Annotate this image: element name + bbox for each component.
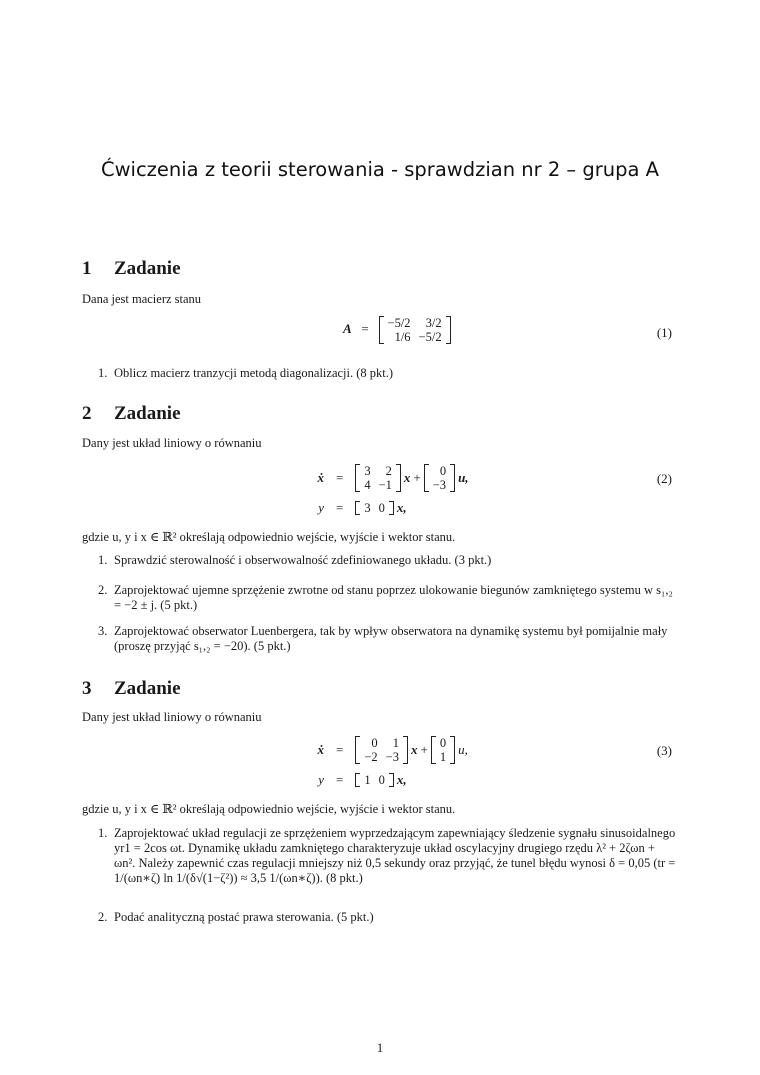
matrix-cell: 3 bbox=[364, 501, 371, 515]
equation-number: (3) bbox=[656, 743, 672, 758]
matrix-cell: 0 bbox=[439, 464, 447, 478]
section-number: 1 bbox=[82, 258, 92, 279]
section-1-heading bbox=[82, 258, 181, 280]
equation-number: (1) bbox=[656, 325, 672, 340]
matrix-cell: −3 bbox=[385, 750, 399, 764]
section-3-after: gdzie u, y i x ∈ ℝ² określają odpowiednio wejście, wyjście i wektor stanu. bbox=[82, 802, 456, 816]
item-number: 2. bbox=[98, 910, 108, 924]
matrix-cell: 0 bbox=[378, 773, 385, 787]
page-title: Ćwiczenia z teorii sterowania - sprawdzian nr 2 – grupa A bbox=[100, 158, 660, 181]
matrix-cell: −5/2 bbox=[387, 316, 411, 330]
matrix-cell: 1 bbox=[439, 750, 447, 764]
eq2-lhs: ẋ bbox=[317, 470, 324, 485]
matrix-cell: 0 bbox=[371, 736, 378, 750]
matrix-cell: 3 bbox=[364, 464, 371, 478]
item-number: 1. bbox=[98, 366, 108, 380]
task-item bbox=[98, 910, 678, 925]
equation-3: ẋ = 0 1 −2 −3 x + 0 1 u, y = 1 0 x, bbox=[296, 734, 468, 791]
matrix-A bbox=[379, 316, 451, 344]
task-item bbox=[98, 366, 678, 381]
task-item bbox=[98, 583, 678, 613]
matrix-cell: −5/2 bbox=[418, 330, 442, 344]
matrix-cell: 1 bbox=[364, 773, 371, 787]
section-2-intro: Dany jest układ liniowy o równaniu bbox=[82, 436, 262, 450]
section-2-heading bbox=[82, 403, 181, 425]
matrix-C bbox=[355, 773, 394, 787]
eq3-lhs: ẋ bbox=[317, 742, 324, 757]
section-title: Zadanie bbox=[114, 258, 181, 279]
task-item bbox=[98, 553, 678, 568]
section-1-intro: Dana jest macierz stanu bbox=[82, 292, 202, 306]
section-2-after: gdzie u, y i x ∈ ℝ² określają odpowiednio wejście, wyjście i wektor stanu. bbox=[82, 530, 456, 544]
matrix-cell: 0 bbox=[439, 736, 447, 750]
item-number: 2. bbox=[98, 583, 108, 597]
equation-2: ẋ = 3 2 4 −1 x + 0 −3 u, y = 3 0 x, bbox=[296, 462, 469, 519]
matrix-A bbox=[355, 736, 408, 764]
matrix-cell: −2 bbox=[364, 750, 378, 764]
matrix-B bbox=[431, 736, 455, 764]
matrix-cell: −3 bbox=[432, 478, 447, 492]
matrix-cell: 2 bbox=[385, 464, 392, 478]
section-number: 2 bbox=[82, 403, 92, 424]
section-title: Zadanie bbox=[114, 403, 181, 424]
matrix-C bbox=[355, 501, 394, 515]
item-text: Zaprojektować obserwator Luenbergera, tak by wpływ obserwatora na dynamikę systemu był pomijalnie mały (proszę przyjąć s₁,₂ = −20). (5 pkt.) bbox=[114, 624, 668, 653]
matrix-cell: 3/2 bbox=[425, 316, 442, 330]
section-number: 3 bbox=[82, 678, 92, 699]
section-title: Zadanie bbox=[114, 678, 181, 699]
item-number: 3. bbox=[98, 624, 108, 638]
item-text: Zaprojektować ujemne sprzężenie zwrotne od stanu poprzez ulokowanie biegunów zamkniętego systemu w s₁,₂ = −2 ± j. (5 pkt.) bbox=[114, 583, 673, 612]
section-3-intro: Dany jest układ liniowy o równaniu bbox=[82, 710, 262, 724]
matrix-cell: 0 bbox=[378, 501, 385, 515]
eq3-lhs-y: y bbox=[318, 772, 324, 787]
equation-1 bbox=[343, 316, 451, 344]
matrix-cell: 1/6 bbox=[394, 330, 411, 344]
eq1-rel: = bbox=[361, 320, 369, 336]
item-number: 1. bbox=[98, 553, 108, 567]
item-number: 1. bbox=[98, 826, 108, 840]
equation-number: (2) bbox=[656, 471, 672, 486]
item-text: Zaprojektować układ regulacji ze sprzężeniem wyprzedzającym zapewniający śledzenie sygnału sinusoidalnego yr1 = 2cos ωt. Dynamikę układu zamkniętego charakteryzuje układ oscylacyjny drugiego rzędu λ² + 2ζωn + ωn². Należy zapewnić czas regulacji mniejszy niż 0,5 sekundy oraz przyjąć, że tunel błędu wynosi δ = 0,05 (tr = 1/(ωn∗ζ) ln 1/(δ√(1−ζ²)) ≈ 3,5 1/(ωn∗ζ)). (8 pkt.) bbox=[114, 826, 676, 885]
matrix-A bbox=[355, 464, 401, 492]
eq1-lhs: A bbox=[343, 320, 352, 336]
task-item bbox=[98, 624, 678, 654]
matrix-B bbox=[424, 464, 455, 492]
matrix-cell: 1 bbox=[392, 736, 399, 750]
item-text: Sprawdzić sterowalność i obserwowalność zdefiniowanego układu. (3 pkt.) bbox=[114, 553, 492, 567]
item-text: Oblicz macierz tranzycji metodą diagonalizacji. (8 pkt.) bbox=[114, 366, 394, 380]
item-text: Podać analityczną postać prawa sterowania. (5 pkt.) bbox=[114, 910, 374, 924]
task-item bbox=[98, 826, 678, 886]
page-number: 1 bbox=[376, 1040, 384, 1055]
eq2-lhs-y: y bbox=[318, 500, 324, 515]
matrix-cell: 4 bbox=[364, 478, 371, 492]
matrix-cell: −1 bbox=[378, 478, 392, 492]
section-3-heading bbox=[82, 678, 181, 700]
